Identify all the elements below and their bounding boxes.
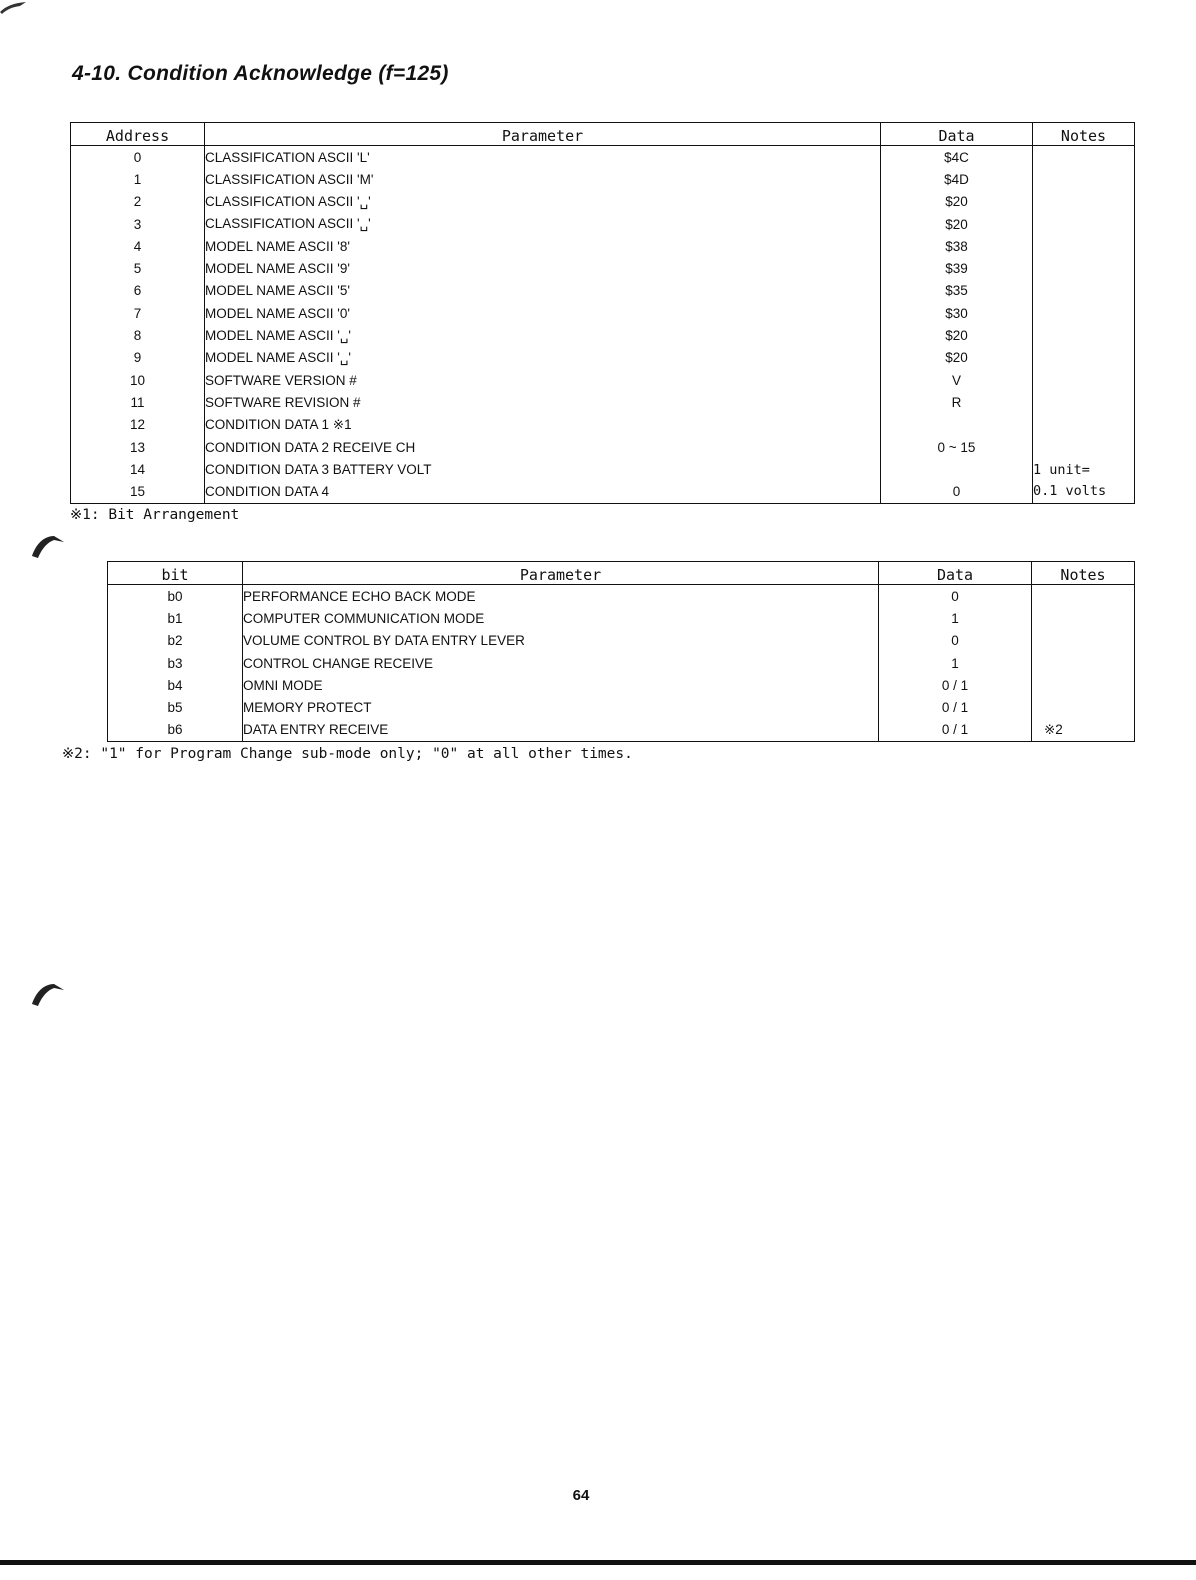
table-row [71, 458, 1135, 480]
footnote-program-change: ※2: "1" for Program Change sub-mode only; "0" at all other times. [62, 746, 633, 762]
data-cell: R [881, 391, 1033, 413]
table-row [71, 391, 1135, 413]
bit-cell: b2 [108, 630, 243, 652]
address-cell: 6 [71, 280, 205, 302]
parameter-cell: CONDITION DATA 4 [205, 480, 881, 503]
address-cell: 7 [71, 302, 205, 324]
parameter-cell: MODEL NAME ASCII '9' [205, 257, 881, 279]
table-row [71, 369, 1135, 391]
address-cell: 15 [71, 480, 205, 503]
data-cell: 0 / 1 [879, 674, 1032, 696]
address-cell: 14 [71, 458, 205, 480]
table-row [71, 235, 1135, 257]
parameter-cell: MEMORY PROTECT [243, 696, 879, 718]
parameter-cell: MODEL NAME ASCII '0' [205, 302, 881, 324]
parameter-cell: VOLUME CONTROL BY DATA ENTRY LEVER [243, 630, 879, 652]
data-cell: $20 [881, 191, 1033, 213]
notes-cell [1033, 146, 1135, 459]
data-cell: $20 [881, 324, 1033, 346]
table-row [108, 719, 1135, 742]
data-cell: $4D [881, 168, 1033, 190]
parameter-cell: PERFORMANCE ECHO BACK MODE [243, 585, 879, 608]
address-cell: 4 [71, 235, 205, 257]
data-cell: $38 [881, 235, 1033, 257]
scan-mark-icon [0, 0, 30, 16]
table-row [108, 607, 1135, 629]
data-cell: $20 [881, 347, 1033, 369]
data-cell: 0 / 1 [879, 696, 1032, 718]
address-cell: 12 [71, 414, 205, 436]
battery-notes-cell [1033, 458, 1135, 503]
scan-mark-icon [30, 530, 66, 560]
bit-cell: b3 [108, 652, 243, 674]
address-cell: 1 [71, 168, 205, 190]
table-row [108, 585, 1135, 608]
table-row [108, 674, 1135, 696]
notes-cell [1032, 630, 1135, 652]
notes-cell [1032, 652, 1135, 674]
parameter-cell: MODEL NAME ASCII '5' [205, 280, 881, 302]
table-row [71, 213, 1135, 235]
table-row [71, 324, 1135, 346]
table-row [71, 480, 1135, 503]
section-title: 4-10. Condition Acknowledge (f=125) [72, 62, 449, 85]
battery-note-line2: 0.1 volts [1033, 482, 1107, 499]
parameter-cell: MODEL NAME ASCII '8' [205, 235, 881, 257]
table-row [71, 257, 1135, 279]
parameter-cell: MODEL NAME ASCII '␣' [205, 347, 881, 369]
parameter-cell: CLASSIFICATION ASCII 'L' [205, 146, 881, 169]
header-parameter: Parameter [205, 123, 881, 146]
address-cell: 13 [71, 436, 205, 458]
bit-cell: b4 [108, 674, 243, 696]
data-cell: $4C [881, 146, 1033, 169]
table-row [71, 302, 1135, 324]
data-cell: $35 [881, 280, 1033, 302]
notes-cell [1032, 607, 1135, 629]
header-notes: Notes [1032, 562, 1135, 585]
header-data: Data [881, 123, 1033, 146]
data-cell: 1 [879, 652, 1032, 674]
header-address: Address [71, 123, 205, 146]
address-cell: 11 [71, 391, 205, 413]
notes-cell: ※2 [1032, 719, 1135, 742]
address-cell: 10 [71, 369, 205, 391]
table-row [71, 191, 1135, 213]
header-notes: Notes [1033, 123, 1135, 146]
data-cell: 0 / 1 [879, 719, 1032, 742]
data-cell: $30 [881, 302, 1033, 324]
parameter-cell: CONDITION DATA 3 BATTERY VOLT [205, 458, 881, 480]
parameter-cell: SOFTWARE VERSION # [205, 369, 881, 391]
table-row [71, 280, 1135, 302]
header-data: Data [879, 562, 1032, 585]
parameter-cell: DATA ENTRY RECEIVE [243, 719, 879, 742]
bit-cell: b1 [108, 607, 243, 629]
table-row [71, 168, 1135, 190]
data-cell: V [881, 369, 1033, 391]
bit-cell: b0 [108, 585, 243, 608]
condition-acknowledge-table [70, 122, 1135, 504]
parameter-cell: CONDITION DATA 1 ※1 [205, 414, 881, 436]
parameter-cell: MODEL NAME ASCII '␣' [205, 324, 881, 346]
bit-arrangement-table [107, 561, 1135, 742]
data-cell [881, 414, 1033, 436]
notes-cell [1032, 585, 1135, 608]
table-row [71, 347, 1135, 369]
table-header-row [108, 562, 1135, 585]
address-cell: 3 [71, 213, 205, 235]
table-row [71, 146, 1135, 169]
parameter-cell: CLASSIFICATION ASCII '␣' [205, 213, 881, 235]
scan-mark-icon [30, 978, 66, 1008]
table-row [71, 414, 1135, 436]
footnote-bit-arrangement: ※1: Bit Arrangement [70, 507, 240, 523]
data-cell: 0 [879, 585, 1032, 608]
data-cell: 0 ~ 15 [881, 436, 1033, 458]
notes-cell [1032, 696, 1135, 718]
table-header-row [71, 123, 1135, 146]
header-bit: bit [108, 562, 243, 585]
data-cell: 0 [881, 480, 1033, 503]
parameter-cell: COMPUTER COMMUNICATION MODE [243, 607, 879, 629]
parameter-cell: OMNI MODE [243, 674, 879, 696]
address-cell: 2 [71, 191, 205, 213]
data-cell: 0 [879, 630, 1032, 652]
data-cell: $39 [881, 257, 1033, 279]
parameter-cell: CLASSIFICATION ASCII 'M' [205, 168, 881, 190]
address-cell: 5 [71, 257, 205, 279]
bit-cell: b6 [108, 719, 243, 742]
battery-note-line1: 1 unit= [1033, 461, 1090, 478]
data-cell: $20 [881, 213, 1033, 235]
data-cell [881, 458, 1033, 480]
table-row [108, 696, 1135, 718]
parameter-cell: CONDITION DATA 2 RECEIVE CH [205, 436, 881, 458]
table-row [108, 630, 1135, 652]
address-cell: 0 [71, 146, 205, 169]
table-row [71, 436, 1135, 458]
notes-cell [1032, 674, 1135, 696]
table-row [108, 652, 1135, 674]
parameter-cell: SOFTWARE REVISION # [205, 391, 881, 413]
parameter-cell: CONTROL CHANGE RECEIVE [243, 652, 879, 674]
page-number: 64 [572, 1487, 590, 1504]
parameter-cell: CLASSIFICATION ASCII '␣' [205, 191, 881, 213]
bit-cell: b5 [108, 696, 243, 718]
address-cell: 9 [71, 347, 205, 369]
header-parameter: Parameter [243, 562, 879, 585]
data-cell: 1 [879, 607, 1032, 629]
address-cell: 8 [71, 324, 205, 346]
page-bottom-rule [0, 1560, 1196, 1565]
